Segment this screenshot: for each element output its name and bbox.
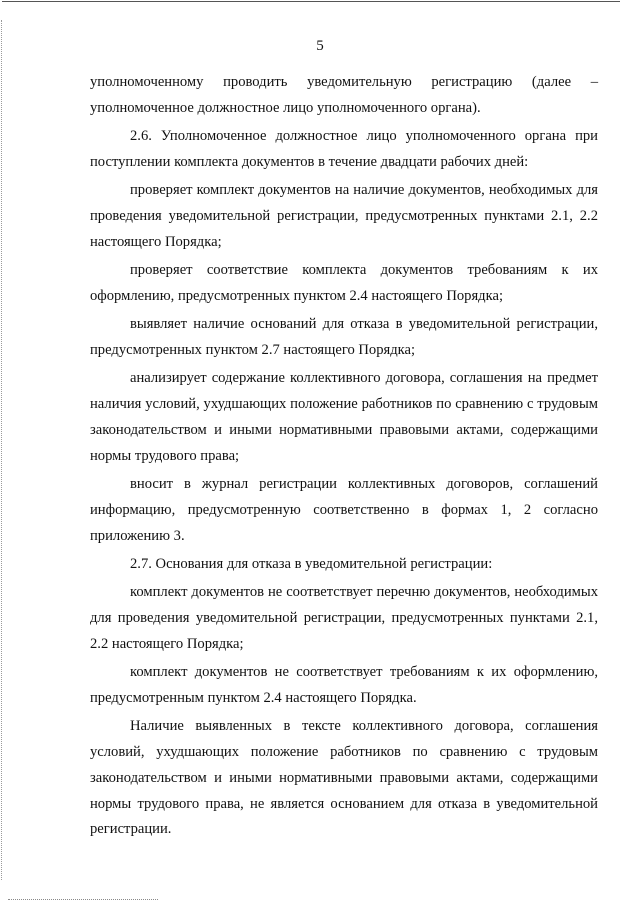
- page-number: 5: [316, 38, 324, 54]
- paragraph-detect-refusal: выявляет наличие оснований для отказа в уведомительной регистрации, предусмотренных пунктом 2.7 настоящего Порядка;: [90, 316, 598, 358]
- paragraph-2-7: 2.7. Основания для отказа в уведомительной регистрации:: [130, 555, 493, 572]
- left-scan-margin: [1, 20, 3, 880]
- document-body: [90, 70, 598, 846]
- paragraph-2-6: 2.6. Уполномоченное должностное лицо уполномоченного органа при поступлении комплекта документов в течение двадцати рабочих дней:: [90, 128, 598, 170]
- bottom-scan-margin: [8, 899, 158, 901]
- top-scan-edge: [2, 1, 620, 2]
- paragraph-not-grounds: Наличие выявленных в тексте коллективного договора, соглашения условий, ухудшающих положение работников по сравнению с трудовым законодательством и иными нормативными правовыми актами, содержащими нормы трудового права, не является основанием для отказа в уведомительной регистрации.: [90, 718, 598, 838]
- paragraph-analyze-content: анализирует содержание коллективного договора, соглашения на предмет наличия условий, ухудшающих положение работников по сравнению с трудовым законодательством и иными нормативными правовыми актами, содержащими нормы трудового права;: [90, 370, 598, 464]
- paragraph-refusal-format: комплект документов не соответствует требованиям к их оформлению, предусмотренным пунктом 2.4 настоящего Порядка.: [90, 664, 598, 706]
- paragraph-continuation: уполномоченному проводить уведомительную регистрацию (далее – уполномоченное должностное лицо уполномоченного органа).: [90, 74, 598, 116]
- paragraph-register-journal: вносит в журнал регистрации коллективных договоров, соглашений информацию, предусмотренную соответственно в формах 1, 2 согласно приложению 3.: [90, 475, 598, 544]
- paragraph-check-completeness: проверяет комплект документов на наличие документов, необходимых для проведения уведомительной регистрации, предусмотренных пунктами 2.1, 2.2 настоящего Порядка;: [90, 182, 598, 250]
- paragraph-refusal-list: комплект документов не соответствует перечню документов, необходимых для проведения уведомительной регистрации, предусмотренных пунктами 2.1, 2.2 настоящего Порядка;: [90, 584, 598, 652]
- paragraph-check-format: проверяет соответствие комплекта документов требованиям к их оформлению, предусмотренных пунктом 2.4 настоящего Порядка;: [90, 262, 598, 304]
